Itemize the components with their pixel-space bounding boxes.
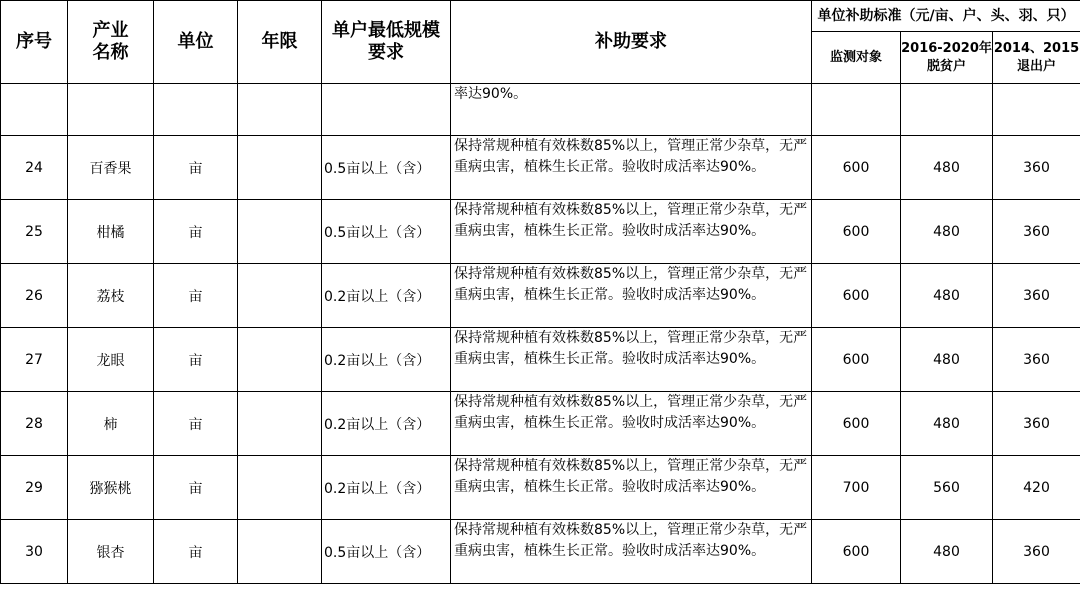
requirement-cell: 保持常规种植有效株数85%以上，管理正常少杂草，无严重病虫害，植株生长正常。验收时成活率达90%。	[451, 136, 812, 200]
table-body	[1, 84, 1080, 584]
name-cell: 柑橘	[68, 200, 154, 264]
poverty-subsidy-cell: 480	[901, 520, 993, 584]
continuation-requirement: 率达90%。	[451, 84, 812, 136]
monitor-subsidy-cell: 600	[812, 392, 901, 456]
seq-cell: 26	[1, 264, 68, 328]
exit-subsidy-cell: 360	[993, 328, 1080, 392]
name-cell: 银杏	[68, 520, 154, 584]
min-scale-cell: 0.2亩以上（含）	[322, 264, 451, 328]
continuation-row	[1, 84, 1080, 136]
requirement-cell: 保持常规种植有效株数85%以上，管理正常少杂草，无严重病虫害，植株生长正常。验收时成活率达90%。	[451, 520, 812, 584]
years-cell	[238, 520, 322, 584]
min-scale-cell: 0.2亩以上（含）	[322, 456, 451, 520]
unit-cell: 亩	[154, 328, 238, 392]
requirement-cell: 保持常规种植有效株数85%以上，管理正常少杂草，无严重病虫害，植株生长正常。验收时成活率达90%。	[451, 200, 812, 264]
seq-cell: 30	[1, 520, 68, 584]
header-min-scale: 单户最低规模 要求	[322, 1, 451, 84]
years-cell	[238, 136, 322, 200]
name-cell: 百香果	[68, 136, 154, 200]
name-cell: 荔枝	[68, 264, 154, 328]
table-row	[1, 392, 1080, 456]
poverty-subsidy-cell: 560	[901, 456, 993, 520]
unit-cell: 亩	[154, 200, 238, 264]
table-row	[1, 200, 1080, 264]
header-monitor: 监测对象	[812, 32, 901, 84]
years-cell	[238, 456, 322, 520]
min-scale-cell: 0.2亩以上（含）	[322, 392, 451, 456]
poverty-subsidy-cell: 480	[901, 200, 993, 264]
table-row	[1, 456, 1080, 520]
requirement-cell: 保持常规种植有效株数85%以上，管理正常少杂草，无严重病虫害，植株生长正常。验收时成活率达90%。	[451, 456, 812, 520]
seq-cell: 29	[1, 456, 68, 520]
exit-subsidy-cell: 360	[993, 264, 1080, 328]
poverty-subsidy-cell: 480	[901, 392, 993, 456]
table-row	[1, 136, 1080, 200]
years-cell	[238, 200, 322, 264]
header-industry-name: 产业 名称	[68, 1, 154, 84]
seq-cell: 27	[1, 328, 68, 392]
header-seq: 序号	[1, 1, 68, 84]
unit-cell: 亩	[154, 520, 238, 584]
years-cell	[238, 392, 322, 456]
monitor-subsidy-cell: 600	[812, 328, 901, 392]
seq-cell: 28	[1, 392, 68, 456]
unit-cell: 亩	[154, 136, 238, 200]
years-cell	[238, 264, 322, 328]
table-row	[1, 328, 1080, 392]
years-cell	[238, 328, 322, 392]
min-scale-cell: 0.2亩以上（含）	[322, 328, 451, 392]
seq-cell: 25	[1, 200, 68, 264]
exit-subsidy-cell: 360	[993, 200, 1080, 264]
poverty-subsidy-cell: 480	[901, 136, 993, 200]
seq-cell: 24	[1, 136, 68, 200]
monitor-subsidy-cell: 600	[812, 264, 901, 328]
header-exit-2014-2015: 2014、2015 退出户	[993, 32, 1080, 84]
name-cell: 柿	[68, 392, 154, 456]
monitor-subsidy-cell: 700	[812, 456, 901, 520]
header-row-1	[1, 1, 1080, 32]
table-row	[1, 264, 1080, 328]
name-cell: 龙眼	[68, 328, 154, 392]
table-row	[1, 520, 1080, 584]
exit-subsidy-cell: 360	[993, 520, 1080, 584]
monitor-subsidy-cell: 600	[812, 200, 901, 264]
header-standard-group: 单位补助标准（元/亩、户、头、羽、只）	[812, 1, 1080, 32]
monitor-subsidy-cell: 600	[812, 520, 901, 584]
unit-cell: 亩	[154, 456, 238, 520]
header-requirement: 补助要求	[451, 1, 812, 84]
requirement-cell: 保持常规种植有效株数85%以上，管理正常少杂草，无严重病虫害，植株生长正常。验收时成活率达90%。	[451, 264, 812, 328]
min-scale-cell: 0.5亩以上（含）	[322, 200, 451, 264]
poverty-subsidy-cell: 480	[901, 328, 993, 392]
unit-cell: 亩	[154, 392, 238, 456]
monitor-subsidy-cell: 600	[812, 136, 901, 200]
poverty-subsidy-cell: 480	[901, 264, 993, 328]
exit-subsidy-cell: 360	[993, 392, 1080, 456]
requirement-cell: 保持常规种植有效株数85%以上，管理正常少杂草，无严重病虫害，植株生长正常。验收时成活率达90%。	[451, 328, 812, 392]
min-scale-cell: 0.5亩以上（含）	[322, 136, 451, 200]
name-cell: 猕猴桃	[68, 456, 154, 520]
exit-subsidy-cell: 360	[993, 136, 1080, 200]
header-unit: 单位	[154, 1, 238, 84]
requirement-cell: 保持常规种植有效株数85%以上，管理正常少杂草，无严重病虫害，植株生长正常。验收时成活率达90%。	[451, 392, 812, 456]
header-years: 年限	[238, 1, 322, 84]
min-scale-cell: 0.5亩以上（含）	[322, 520, 451, 584]
exit-subsidy-cell: 420	[993, 456, 1080, 520]
header-poverty-2016-2020: 2016-2020年 脱贫户	[901, 32, 993, 84]
unit-cell: 亩	[154, 264, 238, 328]
